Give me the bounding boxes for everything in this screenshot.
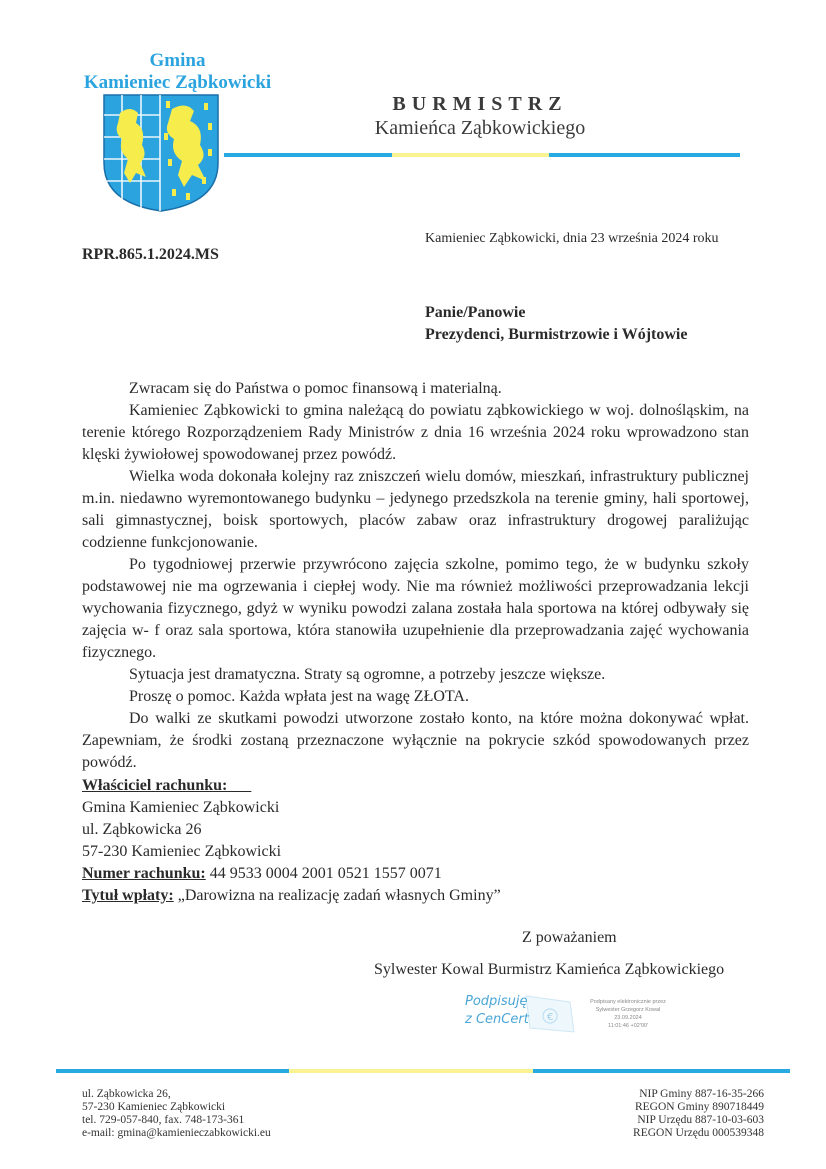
account-details [82,775,501,907]
office-subtitle: Kamieńca Ząbkowickiego [374,117,586,139]
footer-identifier-line: NIP Urzędu 887-10-03-603 [637,1114,764,1126]
account-owner-name: Gmina Kamieniec Ząbkowicki [82,799,280,816]
footer-contact [82,1088,271,1140]
footer-contact-line: ul. Ząbkowicka 26, [82,1088,171,1100]
account-owner-street: ul. Ząbkowicka 26 [82,821,202,838]
paragraph: Do walki ze skutkami powodzi utworzone zostało konto, na które można dokonywać wpłat. Zapewniam, że środki zostaną przeznaczone wyłącznie na pokrycie szkód spowodowanych przez powódź. [82,710,749,771]
reference-number: RPR.865.1.2024.MS [82,246,219,263]
account-number: 44 9533 0004 2001 0521 1557 0071 [205,865,442,882]
paragraph: Zwracam się do Państwa o pomoc finansową i materialną. [129,380,502,397]
e-signature-logo-line2: z CenCert [465,1012,529,1027]
coat-of-arms-icon [102,93,220,213]
municipality-name [80,50,275,94]
place-date: Kamieniec Ząbkowicki, dnia 23 września 2024 roku [425,231,719,246]
office-title: BURMISTRZ [392,93,568,115]
account-owner-city: 57-230 Kamieniec Ząbkowicki [82,843,282,860]
payment-title: „Darowizna na realizację zadań własnych Gminy” [173,887,501,904]
footer-contact-line: tel. 729-057-840, fax. 748-173-361 [82,1114,245,1126]
paragraph: Kamieniec Ząbkowicki to gmina należącą do powiatu ząbkowickiego w woj. dolnośląskim, na terenie którego Rozporządzeniem Rady Ministrów z dnia 16 września 2024 roku wprowadzono stan klęski żywiołowej spowodowanej przez powódź. [82,402,749,463]
e-signature-detail: 23.09.2024 [614,1015,642,1021]
footer-identifiers [633,1088,764,1140]
municipality-name-line1: Gmina [149,50,206,71]
paragraph: Wielka woda dokonała kolejny raz zniszczeń wielu domów, mieszkań, infrastruktury publicznej m.in. niedawno wyremontowanego budynku – jedynego przedszkola na terenie gminy, hali sportowej, sali gimnastycznej, boisk sportowych, placów zabaw oraz infrastruktury drogowej paraliżując codzienne funkcjonowanie. [82,468,749,551]
e-signature-logo [460,990,580,1038]
paragraph: Sytuacja jest dramatyczna. Straty są ogromne, a potrzeby jeszcze większe. [129,666,606,683]
e-signature-logo-line1: Podpisuję [465,994,528,1009]
e-signature-detail: 11:01:46 +02'00' [607,1023,649,1029]
addressee-line2: Prezydenci, Burmistrzowie i Wójtowie [425,326,688,343]
account-owner-label: Właściciel rachunku: [82,777,252,794]
e-signature-detail: Podpisany elektronicznie przez [590,999,666,1005]
svg-text:€: € [547,1012,554,1023]
account-number-label: Numer rachunku: [82,865,206,882]
closing-greeting: Z poważaniem [522,929,617,946]
e-signature-details [583,998,673,1030]
paragraph: Po tygodniowej przerwie przywrócono zajęcia szkolne, pomimo tego, że w budynku szkoły podstawowej nie ma ogrzewania i ciepłej wody. Nie ma również możliwości przeprowadzania lekcji wychowania fizycznego, gdyż w wyniku powodzi zalana została hala sportowa na której odbywały się zajęcia w- f oraz sala sportowa, która stanowiła uzupełnienie dla przeprowadzania zajęć wychowania fizycznego. [82,556,749,661]
addressee-line1: Panie/Panowie [425,304,526,321]
footer-identifier-line: REGON Gminy 890718449 [634,1101,764,1113]
payment-title-label: Tytuł wpłaty: [82,887,174,904]
footer-identifier-line: REGON Urzędu 000539348 [633,1127,764,1139]
addressee [425,302,687,346]
municipality-name-line2: Kamieniec Ząbkowicki [83,72,272,93]
header-divider [224,153,740,157]
footer-contact-line: e-mail: gmina@kamienieczabkowicki.eu [82,1127,271,1139]
footer-divider [56,1069,790,1073]
signer-name: Sylwester Kowal Burmistrz Kamieńca Ząbkowickiego [374,961,725,978]
paragraph: Proszę o pomoc. Każda wpłata jest na wagę ZŁOTA. [129,688,469,705]
footer-contact-line: 57-230 Kamieniec Ząbkowicki [82,1101,226,1113]
footer-identifier-line: NIP Gminy 887-16-35-266 [639,1088,764,1100]
e-signature-detail: Sylwester Grzegorz Kowal [595,1007,661,1013]
letter-body [82,378,749,774]
